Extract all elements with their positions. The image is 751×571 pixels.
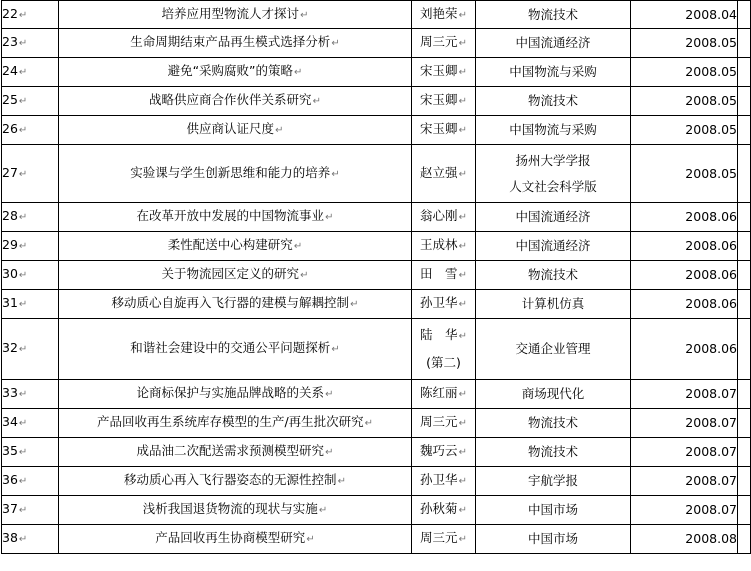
paragraph-mark-icon: ↵: [18, 534, 28, 545]
empty-cell: [738, 203, 751, 232]
publish-date: 2008.06: [631, 290, 738, 319]
publish-date: 2008.07: [631, 409, 738, 438]
paragraph-mark-icon: ↵: [458, 270, 467, 281]
paper-title-text: 成品油二次配送需求预测模型研究: [136, 443, 325, 458]
paragraph-mark-icon: ↵: [306, 534, 315, 545]
paper-title: [59, 116, 412, 145]
paragraph-mark-icon: ↵: [325, 389, 334, 400]
publish-date: 2008.06: [631, 203, 738, 232]
paper-title: [59, 203, 412, 232]
table-row: [2, 116, 751, 145]
paper-author: [412, 525, 476, 554]
paper-author: [412, 319, 476, 380]
journal-name: 交通企业管理: [476, 319, 631, 380]
paper-title: [59, 409, 412, 438]
paragraph-mark-icon: ↵: [458, 331, 467, 342]
row-number: [2, 496, 59, 525]
journal-name: 物流技术: [476, 1, 631, 29]
paper-author-text: 赵立强: [420, 164, 458, 180]
paper-title-text: 论商标保护与实施品牌战略的关系: [136, 385, 325, 400]
journal-name: 中国流通经济: [476, 203, 631, 232]
paragraph-mark-icon: ↵: [275, 125, 284, 136]
empty-cell: [738, 319, 751, 380]
paragraph-mark-icon: ↵: [18, 418, 28, 429]
empty-cell: [738, 380, 751, 409]
paper-title: [59, 58, 412, 87]
row-number: [2, 232, 59, 261]
author-line-1-text: 陆 华: [420, 327, 458, 342]
publish-date: 2008.05: [631, 87, 738, 116]
paragraph-mark-icon: ↵: [18, 67, 28, 78]
paper-author: [412, 29, 476, 58]
publish-date: 2008.05: [631, 116, 738, 145]
paper-title: [59, 261, 412, 290]
paragraph-mark-icon: ↵: [18, 9, 28, 21]
paper-author-text: 田 雪: [420, 266, 458, 281]
paragraph-mark-icon: ↵: [331, 168, 340, 180]
publish-date: 2008.05: [631, 29, 738, 58]
empty-cell: [738, 409, 751, 438]
paragraph-mark-icon: ↵: [18, 125, 28, 136]
paragraph-mark-icon: ↵: [312, 96, 321, 107]
table-row: [2, 203, 751, 232]
paper-title: [59, 29, 412, 58]
paragraph-mark-icon: ↵: [458, 505, 467, 516]
paragraph-mark-icon: ↵: [318, 505, 328, 516]
row-number: [2, 116, 59, 145]
paper-author-text: 孙秋菊: [420, 501, 458, 516]
publish-date: 2008.06: [631, 319, 738, 380]
table-row: [2, 409, 751, 438]
paragraph-mark-icon: ↵: [18, 447, 28, 458]
paper-title: [59, 145, 412, 203]
paper-author: [412, 232, 476, 261]
paper-title-text: 关于物流园区定义的研究: [161, 266, 300, 281]
paragraph-mark-icon: ↵: [18, 344, 28, 355]
paper-title-text: 移动质心再入飞行器姿态的无源性控制: [124, 472, 337, 487]
publish-date: 2008.06: [631, 261, 738, 290]
paragraph-mark-icon: ↵: [458, 476, 467, 487]
paper-title-text: 移动质心自旋再入飞行器的建模与解耦控制: [111, 295, 350, 310]
paragraph-mark-icon: ↵: [18, 38, 28, 49]
author-line-2: (第二): [426, 355, 461, 370]
table-row: [2, 319, 751, 380]
journal-name: 宇航学报: [476, 467, 631, 496]
journal-name: 物流技术: [476, 409, 631, 438]
row-number: [2, 319, 59, 380]
paragraph-mark-icon: ↵: [331, 38, 340, 49]
publish-date: 2008.05: [631, 58, 738, 87]
journal-line-2: 人文社会科学版: [509, 178, 597, 194]
paragraph-mark-icon: ↵: [294, 67, 303, 78]
paragraph-mark-icon: ↵: [458, 125, 467, 136]
row-number: [2, 29, 59, 58]
paper-title: [59, 87, 412, 116]
journal-line-1: 扬州大学学报: [515, 152, 591, 168]
paper-author-text: 刘艳荣: [420, 5, 458, 21]
paper-author-text: 宋玉卿: [420, 121, 458, 136]
row-number: [2, 58, 59, 87]
row-number-text: 37: [2, 501, 18, 516]
publish-date: 2008.07: [631, 380, 738, 409]
table-row: [2, 438, 751, 467]
paper-author: [412, 467, 476, 496]
paragraph-mark-icon: ↵: [331, 344, 340, 355]
row-number-text: 36: [2, 472, 18, 487]
paragraph-mark-icon: ↵: [300, 270, 309, 281]
paper-author: [412, 58, 476, 87]
empty-cell: [738, 87, 751, 116]
paper-title-text: 在改革开放中发展的中国物流事业: [136, 208, 325, 223]
paragraph-mark-icon: ↵: [18, 241, 28, 252]
row-number-text: 32: [2, 340, 18, 355]
row-number-text: 26: [2, 121, 18, 136]
paper-title: [59, 496, 412, 525]
paragraph-mark-icon: ↵: [458, 241, 467, 252]
row-number-text: 34: [2, 414, 18, 429]
paragraph-mark-icon: ↵: [458, 212, 467, 223]
journal-name: 物流技术: [476, 87, 631, 116]
paper-author: [412, 116, 476, 145]
publish-date: 2008.04: [631, 1, 738, 29]
paper-title-text: 培养应用型物流人才探讨: [161, 5, 300, 21]
empty-cell: [738, 58, 751, 87]
paragraph-mark-icon: ↵: [300, 9, 309, 21]
journal-name: 物流技术: [476, 438, 631, 467]
paper-author-text: 周三元: [420, 530, 458, 545]
row-number-text: 29: [2, 237, 18, 252]
paper-title-text: 避免“采购腐败”的策略: [167, 63, 294, 78]
journal-name: 中国流通经济: [476, 232, 631, 261]
paper-author: [412, 203, 476, 232]
paper-author-text: 周三元: [420, 34, 458, 49]
paper-title: [59, 290, 412, 319]
journal-name: 中国市场: [476, 525, 631, 554]
publish-date: 2008.08: [631, 525, 738, 554]
empty-cell: [738, 29, 751, 58]
publications-table: [1, 0, 751, 554]
row-number-text: 38: [2, 530, 18, 545]
paragraph-mark-icon: ↵: [18, 299, 28, 310]
author-line-1: [412, 322, 475, 350]
paragraph-mark-icon: ↵: [364, 418, 374, 429]
paragraph-mark-icon: ↵: [458, 418, 467, 429]
paper-title: [59, 232, 412, 261]
table-row: [2, 87, 751, 116]
paragraph-mark-icon: ↵: [458, 168, 467, 180]
row-number-text: 35: [2, 443, 18, 458]
paragraph-mark-icon: ↵: [325, 447, 334, 458]
paper-author: [412, 409, 476, 438]
paper-title: [59, 319, 412, 380]
row-number-text: 31: [2, 295, 18, 310]
paper-title-text: 生命周期结束产品再生模式选择分析: [130, 34, 331, 49]
paper-author: [412, 261, 476, 290]
paper-author-text: 周三元: [420, 414, 458, 429]
table-row: [2, 496, 751, 525]
paragraph-mark-icon: ↵: [458, 38, 467, 49]
empty-cell: [738, 116, 751, 145]
journal-name: 中国物流与采购: [476, 116, 631, 145]
paper-author-text: 孙卫华: [420, 472, 458, 487]
table-row: [2, 290, 751, 319]
paper-author-text: 宋玉卿: [420, 92, 458, 107]
paper-title: [59, 525, 412, 554]
paragraph-mark-icon: ↵: [458, 9, 467, 21]
paragraph-mark-icon: ↵: [18, 505, 28, 516]
publish-date: 2008.07: [631, 496, 738, 525]
empty-cell: [738, 467, 751, 496]
empty-cell: [738, 232, 751, 261]
row-number: [2, 87, 59, 116]
publish-date: 2008.06: [631, 232, 738, 261]
paper-title: [59, 380, 412, 409]
paper-title-text: 产品回收再生协商模型研究: [155, 530, 306, 545]
paper-title-text: 柔性配送中心构建研究: [167, 237, 293, 252]
empty-cell: [738, 438, 751, 467]
paper-author: [412, 145, 476, 203]
paragraph-mark-icon: ↵: [18, 389, 28, 400]
paper-author-text: 陈红丽: [420, 385, 458, 400]
empty-cell: [738, 261, 751, 290]
table-row: [2, 467, 751, 496]
empty-cell: [738, 145, 751, 203]
table-row: [2, 380, 751, 409]
paragraph-mark-icon: ↵: [293, 241, 303, 252]
paper-title-text: 实验课与学生创新思维和能力的培养: [130, 164, 331, 180]
row-number: [2, 261, 59, 290]
paper-author: [412, 438, 476, 467]
paragraph-mark-icon: ↵: [18, 168, 28, 180]
publish-date: 2008.07: [631, 467, 738, 496]
paragraph-mark-icon: ↵: [18, 96, 28, 107]
journal-name: 中国市场: [476, 496, 631, 525]
paragraph-mark-icon: ↵: [458, 534, 467, 545]
paper-author-text: 孙卫华: [420, 295, 458, 310]
publish-date: 2008.07: [631, 438, 738, 467]
row-number: [2, 438, 59, 467]
empty-cell: [738, 290, 751, 319]
row-number: [2, 467, 59, 496]
row-number-text: 33: [2, 385, 18, 400]
paragraph-mark-icon: ↵: [18, 212, 28, 223]
paper-author-text: 翁心刚: [420, 208, 458, 223]
paper-author: [412, 496, 476, 525]
paper-title-text: 供应商认证尺度: [186, 121, 275, 136]
paragraph-mark-icon: ↵: [350, 299, 359, 310]
paper-title: [59, 438, 412, 467]
paper-title: [59, 467, 412, 496]
paper-title-text: 战略供应商合作伙伴关系研究: [149, 92, 312, 107]
table-row: [2, 261, 751, 290]
publications-table-body: [2, 1, 751, 554]
paper-title-text: 产品回收再生系统库存模型的生产/再生批次研究: [96, 414, 364, 429]
empty-cell: [738, 525, 751, 554]
journal-name: 中国流通经济: [476, 29, 631, 58]
paragraph-mark-icon: ↵: [458, 67, 467, 78]
row-number-text: 24: [2, 63, 18, 78]
paragraph-mark-icon: ↵: [458, 299, 467, 310]
row-number-text: 22: [2, 5, 18, 21]
journal-name: [476, 145, 631, 203]
table-row: [2, 232, 751, 261]
paper-author: [412, 380, 476, 409]
journal-name: 商场现代化: [476, 380, 631, 409]
table-row: [2, 525, 751, 554]
paragraph-mark-icon: ↵: [18, 476, 28, 487]
paragraph-mark-icon: ↵: [325, 212, 334, 223]
publish-date: 2008.05: [631, 145, 738, 203]
row-number-text: 30: [2, 266, 18, 281]
table-row: [2, 29, 751, 58]
row-number: [2, 145, 59, 203]
table-row: [2, 58, 751, 87]
row-number: [2, 380, 59, 409]
row-number: [2, 290, 59, 319]
table-row: [2, 1, 751, 29]
journal-name: 中国物流与采购: [476, 58, 631, 87]
paper-author-text: 王成林: [420, 237, 458, 252]
paragraph-mark-icon: ↵: [337, 476, 346, 487]
paper-author: [412, 87, 476, 116]
empty-cell: [738, 496, 751, 525]
row-number: [2, 409, 59, 438]
row-number: [2, 1, 59, 29]
table-row: [2, 145, 751, 203]
paper-author-text: 魏巧云: [420, 443, 458, 458]
row-number-text: 25: [2, 92, 18, 107]
paper-author: [412, 290, 476, 319]
paper-title: [59, 1, 412, 29]
paragraph-mark-icon: ↵: [18, 270, 28, 281]
row-number-text: 27: [2, 164, 18, 180]
paper-author-text: 宋玉卿: [420, 63, 458, 78]
journal-name: 物流技术: [476, 261, 631, 290]
row-number: [2, 525, 59, 554]
empty-cell: [738, 1, 751, 29]
row-number: [2, 203, 59, 232]
row-number-text: 23: [2, 34, 18, 49]
paragraph-mark-icon: ↵: [458, 96, 467, 107]
journal-name: 计算机仿真: [476, 290, 631, 319]
paper-title-text: 浅析我国退货物流的现状与实施: [142, 501, 318, 516]
paragraph-mark-icon: ↵: [458, 447, 467, 458]
paper-title-text: 和谐社会建设中的交通公平问题探析: [130, 340, 331, 355]
row-number-text: 28: [2, 208, 18, 223]
paper-author: [412, 1, 476, 29]
paragraph-mark-icon: ↵: [458, 389, 467, 400]
